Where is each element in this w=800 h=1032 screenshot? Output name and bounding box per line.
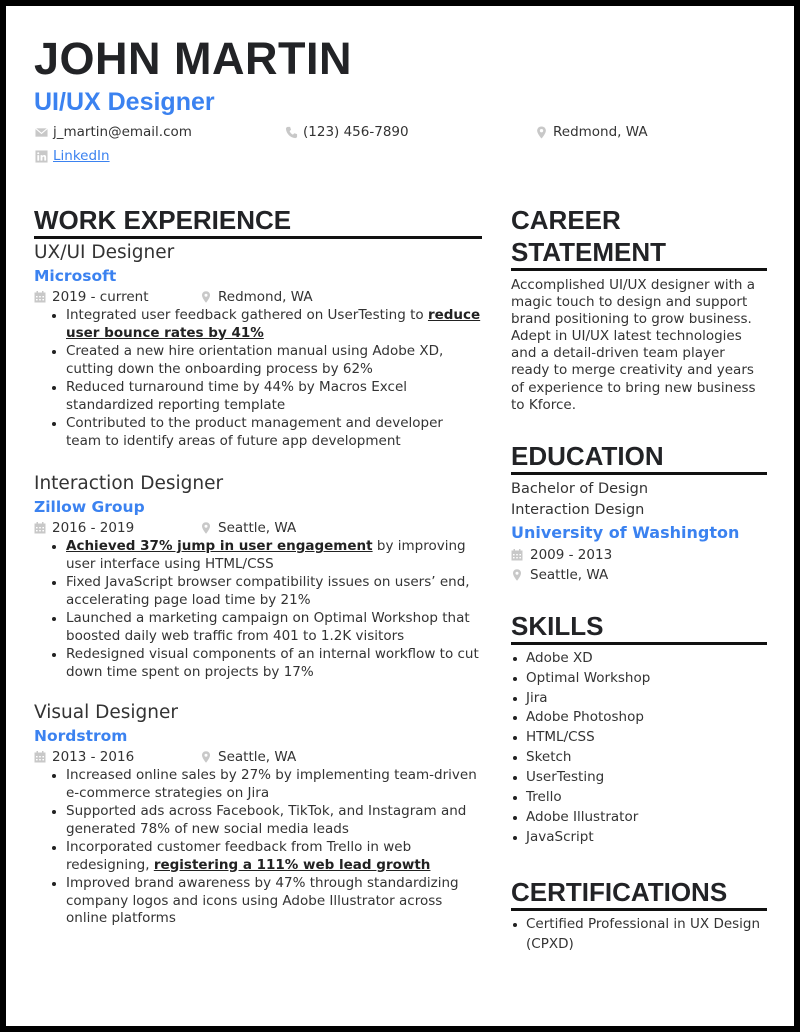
job-meta — [34, 518, 482, 538]
contact-email — [35, 126, 192, 140]
map-pin-icon — [535, 126, 548, 139]
education-degree: Bachelor of Design — [511, 480, 649, 497]
resume-page — [6, 6, 794, 1026]
candidate-name: JOHN MARTIN — [34, 33, 352, 84]
education-location: Seattle, WA — [511, 565, 767, 585]
job-location: Seattle, WA — [200, 518, 296, 538]
candidate-title: UI/UX Designer — [34, 88, 215, 116]
skill-item: Jira — [511, 689, 767, 709]
map-pin-icon — [200, 291, 212, 303]
skill-item: Adobe Illustrator — [511, 808, 767, 828]
phone-icon — [285, 126, 298, 139]
skill-item: HTML/CSS — [511, 728, 767, 748]
job-entry — [34, 241, 482, 450]
skill-item: Optimal Workshop — [511, 669, 767, 689]
skill-item: Adobe XD — [511, 649, 767, 669]
career-statement-section — [511, 204, 767, 414]
job-company: Nordstrom — [34, 727, 128, 745]
map-pin-icon — [200, 522, 212, 534]
job-bullet: Incorporated customer feedback from Trello in web redesigning, registering a 111% web lead growth — [48, 839, 482, 874]
skill-item: Sketch — [511, 748, 767, 768]
sidebar-column — [511, 204, 767, 955]
job-title: UX/UI Designer — [34, 242, 175, 263]
envelope-icon — [35, 126, 48, 139]
certifications-section — [511, 876, 767, 955]
skill-item: Adobe Photoshop — [511, 708, 767, 728]
calendar-icon — [34, 522, 46, 534]
job-bullets — [34, 767, 482, 928]
job-location: Redmond, WA — [200, 287, 313, 307]
location-text: Redmond, WA — [553, 124, 648, 140]
job-bullet: Redesigned visual components of an internal workflow to cut down time spent on projects by 17% — [48, 646, 482, 681]
job-dates: 2019 - current — [34, 287, 200, 307]
job-bullet: Reduced turnaround time by 44% by Macros Excel standardized reporting template — [48, 379, 482, 414]
calendar-icon — [34, 751, 46, 763]
skill-item: Trello — [511, 788, 767, 808]
highlight-text: Achieved 37% jump in user engagement — [66, 538, 373, 554]
linkedin-link[interactable]: LinkedIn — [53, 148, 110, 164]
contact-linkedin — [35, 150, 110, 164]
skills-section — [511, 610, 767, 848]
job-title: Interaction Designer — [34, 473, 224, 494]
job-bullet: Launched a marketing campaign on Optimal Workshop that boosted daily web traffic from 401 to 1.2K visitors — [48, 610, 482, 645]
certification-item: Certified Professional in UX Design (CPXD) — [511, 915, 767, 955]
job-bullet: Improved brand awareness by 47% through standardizing company logos and icons using Adobe Illustrator across online platforms — [48, 875, 482, 928]
phone-text: (123) 456-7890 — [303, 124, 409, 140]
job-bullet: Achieved 37% jump in user engagement by improving user interface using HTML/CSS — [48, 538, 482, 573]
highlight-text: registering a 111% web lead growth — [153, 856, 431, 873]
job-bullet: Integrated user feedback gathered on UserTesting to reduce user bounce rates by 41% — [48, 307, 482, 342]
map-pin-icon — [511, 569, 523, 581]
contact-phone — [285, 126, 409, 140]
job-bullets — [34, 538, 482, 681]
education-field: Interaction Design — [511, 501, 645, 518]
education-section — [511, 440, 767, 585]
job-bullets — [34, 307, 482, 450]
job-dates: 2016 - 2019 — [34, 518, 200, 538]
skill-item: UserTesting — [511, 768, 767, 788]
job-meta — [34, 287, 482, 307]
job-bullet: Supported ads across Facebook, TikTok, and Instagram and generated 78% of new social media leads — [48, 803, 482, 838]
education-school: University of Washington — [511, 522, 740, 542]
job-title: Visual Designer — [34, 702, 178, 723]
map-pin-icon — [200, 751, 212, 763]
skill-item: JavaScript — [511, 828, 767, 848]
email-text: j_martin@email.com — [53, 124, 192, 140]
job-company: Zillow Group — [34, 498, 145, 516]
contact-location — [535, 126, 648, 140]
work-experience-section — [34, 204, 482, 929]
linkedin-icon — [35, 150, 48, 163]
highlight-text: reduce user bounce rates by 41% — [66, 307, 481, 341]
education-dates: 2009 - 2013 — [511, 545, 767, 565]
certifications-list — [511, 915, 767, 955]
skills-heading: SKILLS — [511, 610, 767, 645]
career-statement-text: Accomplished UI/UX designer with a magic touch to design and support brand positioning to grow business. Adept in UI/UX latest technologies and a detail-driven team player ready to merge creativity and years of experience to bring new business to Kforce. — [511, 277, 756, 413]
job-list — [34, 241, 482, 928]
job-entry — [34, 701, 482, 928]
certifications-heading: CERTIFICATIONS — [511, 876, 767, 911]
job-dates: 2013 - 2016 — [34, 747, 200, 767]
skills-list — [511, 649, 767, 848]
calendar-icon — [511, 549, 523, 561]
job-entry — [34, 472, 482, 681]
job-location: Seattle, WA — [200, 747, 296, 767]
career-statement-heading: CAREER STATEMENT — [511, 204, 767, 271]
job-bullet: Created a new hire orientation manual using Adobe XD, cutting down the onboarding process by 62% — [48, 343, 482, 378]
job-bullet: Contributed to the product management and developer team to identify areas of future app development — [48, 415, 482, 450]
job-bullet: Increased online sales by 27% by implementing team-driven e-commerce strategies on Jira — [48, 767, 482, 802]
education-heading: EDUCATION — [511, 440, 767, 475]
job-bullet: Fixed JavaScript browser compatibility issues on users’ end, accelerating page load time by 21% — [48, 574, 482, 609]
calendar-icon — [34, 291, 46, 303]
job-company: Microsoft — [34, 267, 117, 285]
work-experience-heading: WORK EXPERIENCE — [34, 204, 482, 239]
job-meta — [34, 747, 482, 767]
